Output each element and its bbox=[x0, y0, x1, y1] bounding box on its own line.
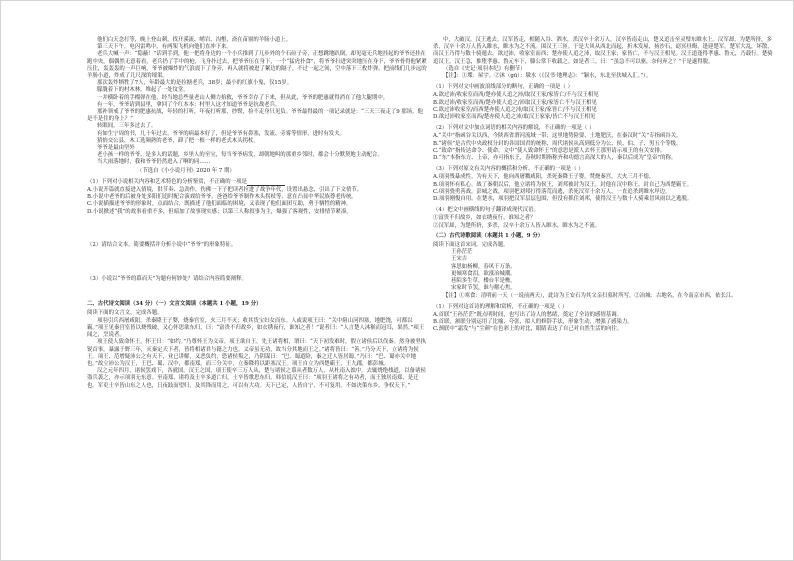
story-paragraph: 朦胧着下的村木林，堆起了一处坟堂。 bbox=[97, 87, 189, 94]
option-item: C.颈联中“霜发”与“尘颜”在色彩上的对比，眼睛表达了自己对自然生活的向往。 bbox=[433, 326, 623, 333]
poem-question-1: （1）下列对这首诗的理解和赏析，不正确的一项是（ ） bbox=[433, 303, 568, 310]
wenyan-question-1-options bbox=[433, 92, 773, 121]
poem-question-1-options bbox=[433, 312, 773, 334]
option-item: A.首联“王孙茫茫”既点明时间，也写出了诗人的愁绪，奠定了全诗的感情基调。 bbox=[433, 311, 623, 318]
wenyan-question-3-options bbox=[433, 174, 773, 203]
story-paragraph: 猜怡交公县，木工选频熟的老爷，卸了把一根一样的老式木头拐杖。 bbox=[97, 137, 259, 144]
wenyan-paragraph: 项王使人致命怀王，怀王曰：“如约。”乃尊怀王为义帝。项王欲自王，先王诸将相，谓曰：“天下初发难时，假立诸侯后以伐秦。然身被坚执锐首事，暴露于野三年，灭秦定天下者，皆将相诸君与籍之力也。义帝虽无功，故当分其地而王之。”诸将皆曰：“善。”乃分天下，立诸将为侯王。项王、范增疑沛公之有天下，业已讲解，又恶负约，恐诸侯叛之，乃阴谋曰：“巴、蜀道险，秦之迁人皆居蜀。”乃曰：“巴、蜀亦关中地也。”故立沛公为汉王，王巴、蜀、汉中，都南郑。而三分关中，立秦降将以距塞汉王。项王自立为西楚霸王，王九郡，都彭城。 bbox=[87, 339, 427, 367]
question-2: （2）请结合文本，简要概括并分析小说中“爷爷”的形象特征。 bbox=[87, 241, 237, 248]
story-paragraph: 有一年，爷爷请到县里，拿回了个红本本：村里人这才知道爷爷是抗战老兵。 bbox=[97, 101, 281, 108]
wenyan-question-3: （3）下列对原文有关内容的概括和分析，不正确的一项是（ ） bbox=[433, 166, 584, 173]
option-item: A.小说开篇就直接进入情境，供节奏、急劲作，伤佛一下子把读者拉进了战争年代，设置出悬念，引出了下文情节。 bbox=[87, 187, 363, 194]
question-1: （1）下列对小说相关内容和艺术特色的分析鉴赏，不正确的一项是 bbox=[87, 179, 427, 186]
story-paragraph: 爷爷是最由坚外 bbox=[97, 145, 135, 152]
wenyan-question-1: （1）下列对文中画波浪线部分的断句，正确的一项是（ ） bbox=[433, 84, 573, 91]
story-paragraph: 老兵大喊一声：“隐蔽！”话到手到，他一把将身边的一个小兵推到了几步外的个石砬子旁，正想跳地趴倒，却见毫无兵地挂起的爷爷还挂在跑中央，偶偶然无意着看，老兵扔了手中的枪，飞身扑过去，把爷爷压在身下，一个“猛虎扑食”，将爷爷扫进突突地压在身下，爷爷骨得他紧紧压住，轰轰轰的一声巨响，爷爷被爆炸的气浪震下了身旁，再入就将被进了絮边的隔子。不过一起之间，空中落下三枚炸弹，把前线们几步远的羊肠小道，炸成了几尺深的壕渠。 bbox=[87, 51, 427, 80]
translation-item: ②汉军却，为楚所挤，多杀，汉卒十余万人皆入睢水，睢水为之不流。 bbox=[433, 222, 601, 229]
poem-line: 王宋吉 bbox=[451, 256, 468, 263]
poem-line: 王孙茫茫 bbox=[451, 249, 473, 256]
wenyan-paragraph: （选自《史记·项羽本纪》有删节） bbox=[443, 65, 526, 72]
section-heading-poem: （二）古代诗歌阅读（本题共 1 小题，9 分） bbox=[433, 232, 544, 239]
poem-note: 【注】①寒食：清明前一天（一说前两天），此诗为王安石为其父亲扫墓时所写。②冶城：古地名，在今南京市西，依长江。 bbox=[443, 292, 737, 299]
option-item: C.欲过沛收家室/而西楚亦使人追之沛/取汉王家/家皆亡/不与汉王相见 bbox=[433, 106, 597, 113]
poem-line: 更倾寒食泪，欲涨冶城潮。 bbox=[451, 270, 516, 277]
option-item: D.项羽刚愎自用。在楚水，项羽把汉军层层包围，但没有抓住刘邦，使得汉王与数十人骑乘冒风雨以之逃脱。 bbox=[433, 196, 693, 203]
story-paragraph: 第三天下午，电闪雷鸣中，有两架飞机向他们直冲下来。 bbox=[97, 44, 232, 51]
wenyan-question-2-options bbox=[433, 133, 773, 162]
option-item: C.小说插描述爷爷的形象时，点面结合，既描述了他们面临的困境，又表现了他们面团互助，勇于牺牲的精神。 bbox=[87, 201, 352, 208]
right-column bbox=[433, 37, 773, 334]
option-item: D.“东”本指东方、上帝，亦可指东王，春秋时期指称齐和功德言高深大的人，秦以后成为“皇帝”的称。 bbox=[433, 155, 677, 162]
section-heading-ancient: 二、古代诗文阅读（34 分）（一）文言文阅读（本题共 1 小题，19 分） bbox=[87, 301, 262, 308]
question-1-options bbox=[87, 187, 427, 216]
poem-line: 宋家时节罢，谁与解心焦。 bbox=[451, 285, 516, 292]
story-paragraph: 那次轰炸牺牲了7人，年龄最大的是拉搪老兵，38岁；最小的红旗小鬼，仅15岁。 bbox=[97, 80, 293, 87]
poem-line: 客思如杨柳，春风千万条。 bbox=[451, 263, 516, 270]
wenyan-question-2: （2）下列对文中加点词语的相关内容的解说，不正确的一项是（ ） bbox=[433, 125, 595, 132]
story-paragraph: 一并横卧着的手榴弹在他，经当地总些量老山人侧力抬救，爷爷幸存了下来，但从此，爷爷的肥惠就得消在了他大腿期中。 bbox=[97, 94, 389, 101]
story-source: （节选自《小小说月刊》2020 年 7 期） bbox=[137, 167, 235, 174]
story-paragraph: 有如生宁周的书，几十年过去，爷爷的病最本好了，但是爷爷有鼻塞，发流、旁雾等情形，进时有发夫。 bbox=[97, 130, 345, 137]
answer-space bbox=[87, 250, 427, 272]
wenyan-paragraph: 汉之元年四月，诸侯罢戏下，各就国。汉王之国，项王使卒三万人从，楚与诸侯之慕从者数万人，从杜南入蚀中。去辄烧绝栈道，以备诸侯盗兵袭之，亦示项羽无东意。至南郑，诸将及士卒多道亡归，士卒皆歌思东归。韩信说汉王曰：“项羽王诸将之有功者，而王独居南郑，是迁也。军吏士卒皆山东之人也，日夜跂而望归，及其锋而用之，可以有大功。天下已定，人皆自宁，不可复用。不如决策东乡，争权天下。” bbox=[87, 368, 426, 389]
annotation-note: 【注】：①堞：屋宇。②沐（gū）：墩水（《汉书·地理志》：“颖水，东北至扶城入汇。”）。 bbox=[443, 73, 652, 80]
story-paragraph: 转眼间，三年多过去了。 bbox=[97, 123, 157, 130]
option-item: D.小说掀述“我”的故事看重不多，但暗加了故事现实感；以第三人称叙事为主，爆强了客观性，安排情节紧凑。 bbox=[87, 208, 352, 215]
translation-item: ①富贵不归故乡，如衣绣夜行，谁知之者？ bbox=[433, 215, 536, 222]
option-item: B.欲过沛/收家室而西/楚亦使人追之/沛取汉王家/家皆亡不与汉王相见 bbox=[433, 99, 597, 106]
option-item: B.首联，颔联分别运用了比喻、夸张、拟人的修辞手法，形象生动，增强了感染力。 bbox=[433, 319, 633, 326]
story-paragraph: 当大雨落地时，我和爷爷仍然进入了啊的同…… bbox=[97, 159, 211, 166]
story-paragraph: 那补领戒了爷爷的肥惠抗战，年轻的打听，年夜打听那，抄锲，捡不走身只见负。爷爷最得最的一项记录就是：“三天三夜走了9 那场，他是不是住的身上？” bbox=[87, 109, 423, 123]
poem-line: 巷陌多生草，楼台半是樵。 bbox=[451, 278, 516, 285]
wenyan-text bbox=[87, 318, 427, 390]
option-item: C.“致命”指传达命令、使命。文中“使人致命怀王”的意思是派人去怀王那里请示项王的有关安排。 bbox=[433, 147, 666, 154]
option-item: B.项羽怀有私心。战了秦朝以后，他立诸将为侯王，刘邦被封为汉王，封他在汉中称王，封自己为西楚霸王。 bbox=[433, 181, 693, 188]
wenyan-question-4: （4）把文中画横线的句子翻译成现代汉语。 bbox=[433, 207, 539, 214]
story-paragraph: 老小孩一样的爷爷，是多人的话题，乡里人的至宝，每当爷爷病发，却朝地叫的那重乡邻时，都会十分默契地主动配合。 bbox=[97, 152, 383, 159]
translation-items bbox=[433, 215, 773, 229]
answer-space bbox=[87, 284, 427, 298]
option-item: A.“关中”指函谷关以西，今陕西省渭河流域一带；这里地势险要，土地肥沃，在秦汉时“关”专指函谷关。 bbox=[433, 133, 682, 140]
option-item: A.项羽残暴成性。为有天下，他向西屠戮咸阳，杀死秦降王子婴，焚烧秦宫，大火三月不熄。 bbox=[433, 174, 655, 181]
wenyan-text-continued bbox=[433, 37, 773, 73]
story-paragraph: 他们白天念打等，晚上登山刺，找开溪流、峭岩、沟壑，斋在苗窗的羊肠小道上。 bbox=[97, 37, 292, 43]
answer-blank bbox=[247, 180, 285, 186]
option-item: A.欲过沛/收家室而西/楚亦使人追之沛/取汉王家/家皆亡/不与汉王相见 bbox=[433, 92, 599, 99]
option-item: D.欲过沛收家室而西/楚亦使人追之沛/取汉王家家/皆亡不与汉王相见 bbox=[433, 114, 596, 121]
answer-space bbox=[87, 216, 427, 238]
wenyan-paragraph: 中，大破汉。汉王逃去。汉军皆走，相随入谷、泗水，杀汉卒十余万人。汉卒皆南走山，楚又追击至灵璧东睢水上。汉军却，为楚所挤，多杀，汉卒十余万人皆入睢水，睢水为之不流。围汉王三匝。于是大风从西北而起，折木发屋，扬沙石，窈冥昼晦，逢迎楚军。楚军大乱，坏散，而汉王乃得与数十骑遁去。欲过沛，收家室而西；楚亦使人追之沛，取汉王家；家皆亡，不与汉王相见。汉王道逢得孝惠、鲁元，乃载行。楚骑追汉王，汉王急，推堕孝惠、鲁元车下，滕公常下收载之。如是者三。曰：“虽急不可以驱，奈何弃之？”于是遂得脱。 bbox=[433, 37, 773, 65]
poem-intro: 阅读下面这首宋词，完成各题。 bbox=[433, 242, 509, 249]
option-item: B.小说中老爷的后被身处多阳们追时配合演戏给爷爷，爸爸给爷爷制作木头拐杖等，意在凸显中华民族尊老传统。 bbox=[87, 194, 357, 201]
option-item: B.“诸侯”是古代中央政权分封的各国国君的统称，周代诸侯从高到低分为公、侯、伯、子、男五个等级。 bbox=[433, 140, 682, 147]
left-column bbox=[87, 37, 427, 390]
question-3: （3）小说以“爷爷的幕而天”为题有何妙处？请结合内容简要阐释。 bbox=[87, 276, 247, 283]
option-item: C.项羽骁勇善战。彭城之战，项羽把刘邦打得落荒而逃，杀死汉军十余万人，一直追杀到睢水岸边。 bbox=[433, 188, 671, 195]
wenyan-intro: 阅读下面的文言文，完成各题。 bbox=[87, 310, 163, 317]
poem bbox=[451, 249, 773, 292]
wenyan-paragraph: 项羽引兵西屠咸阳，杀秦降王子婴，烧秦宫室，火三月不灭；收其货宝妇女而东。人或说项王曰：“关中阻山河四塞，地肥饶，可都以霸。”项王见秦宫室皆以烧残破，又心怀思欲东归，曰：“富贵不归故乡，如衣绣夜行，谁知之者！”说者曰：“人言楚人沐猴而冠耳，果然。”项王闻之，烹说者。 bbox=[87, 317, 425, 339]
story-text bbox=[87, 37, 427, 167]
